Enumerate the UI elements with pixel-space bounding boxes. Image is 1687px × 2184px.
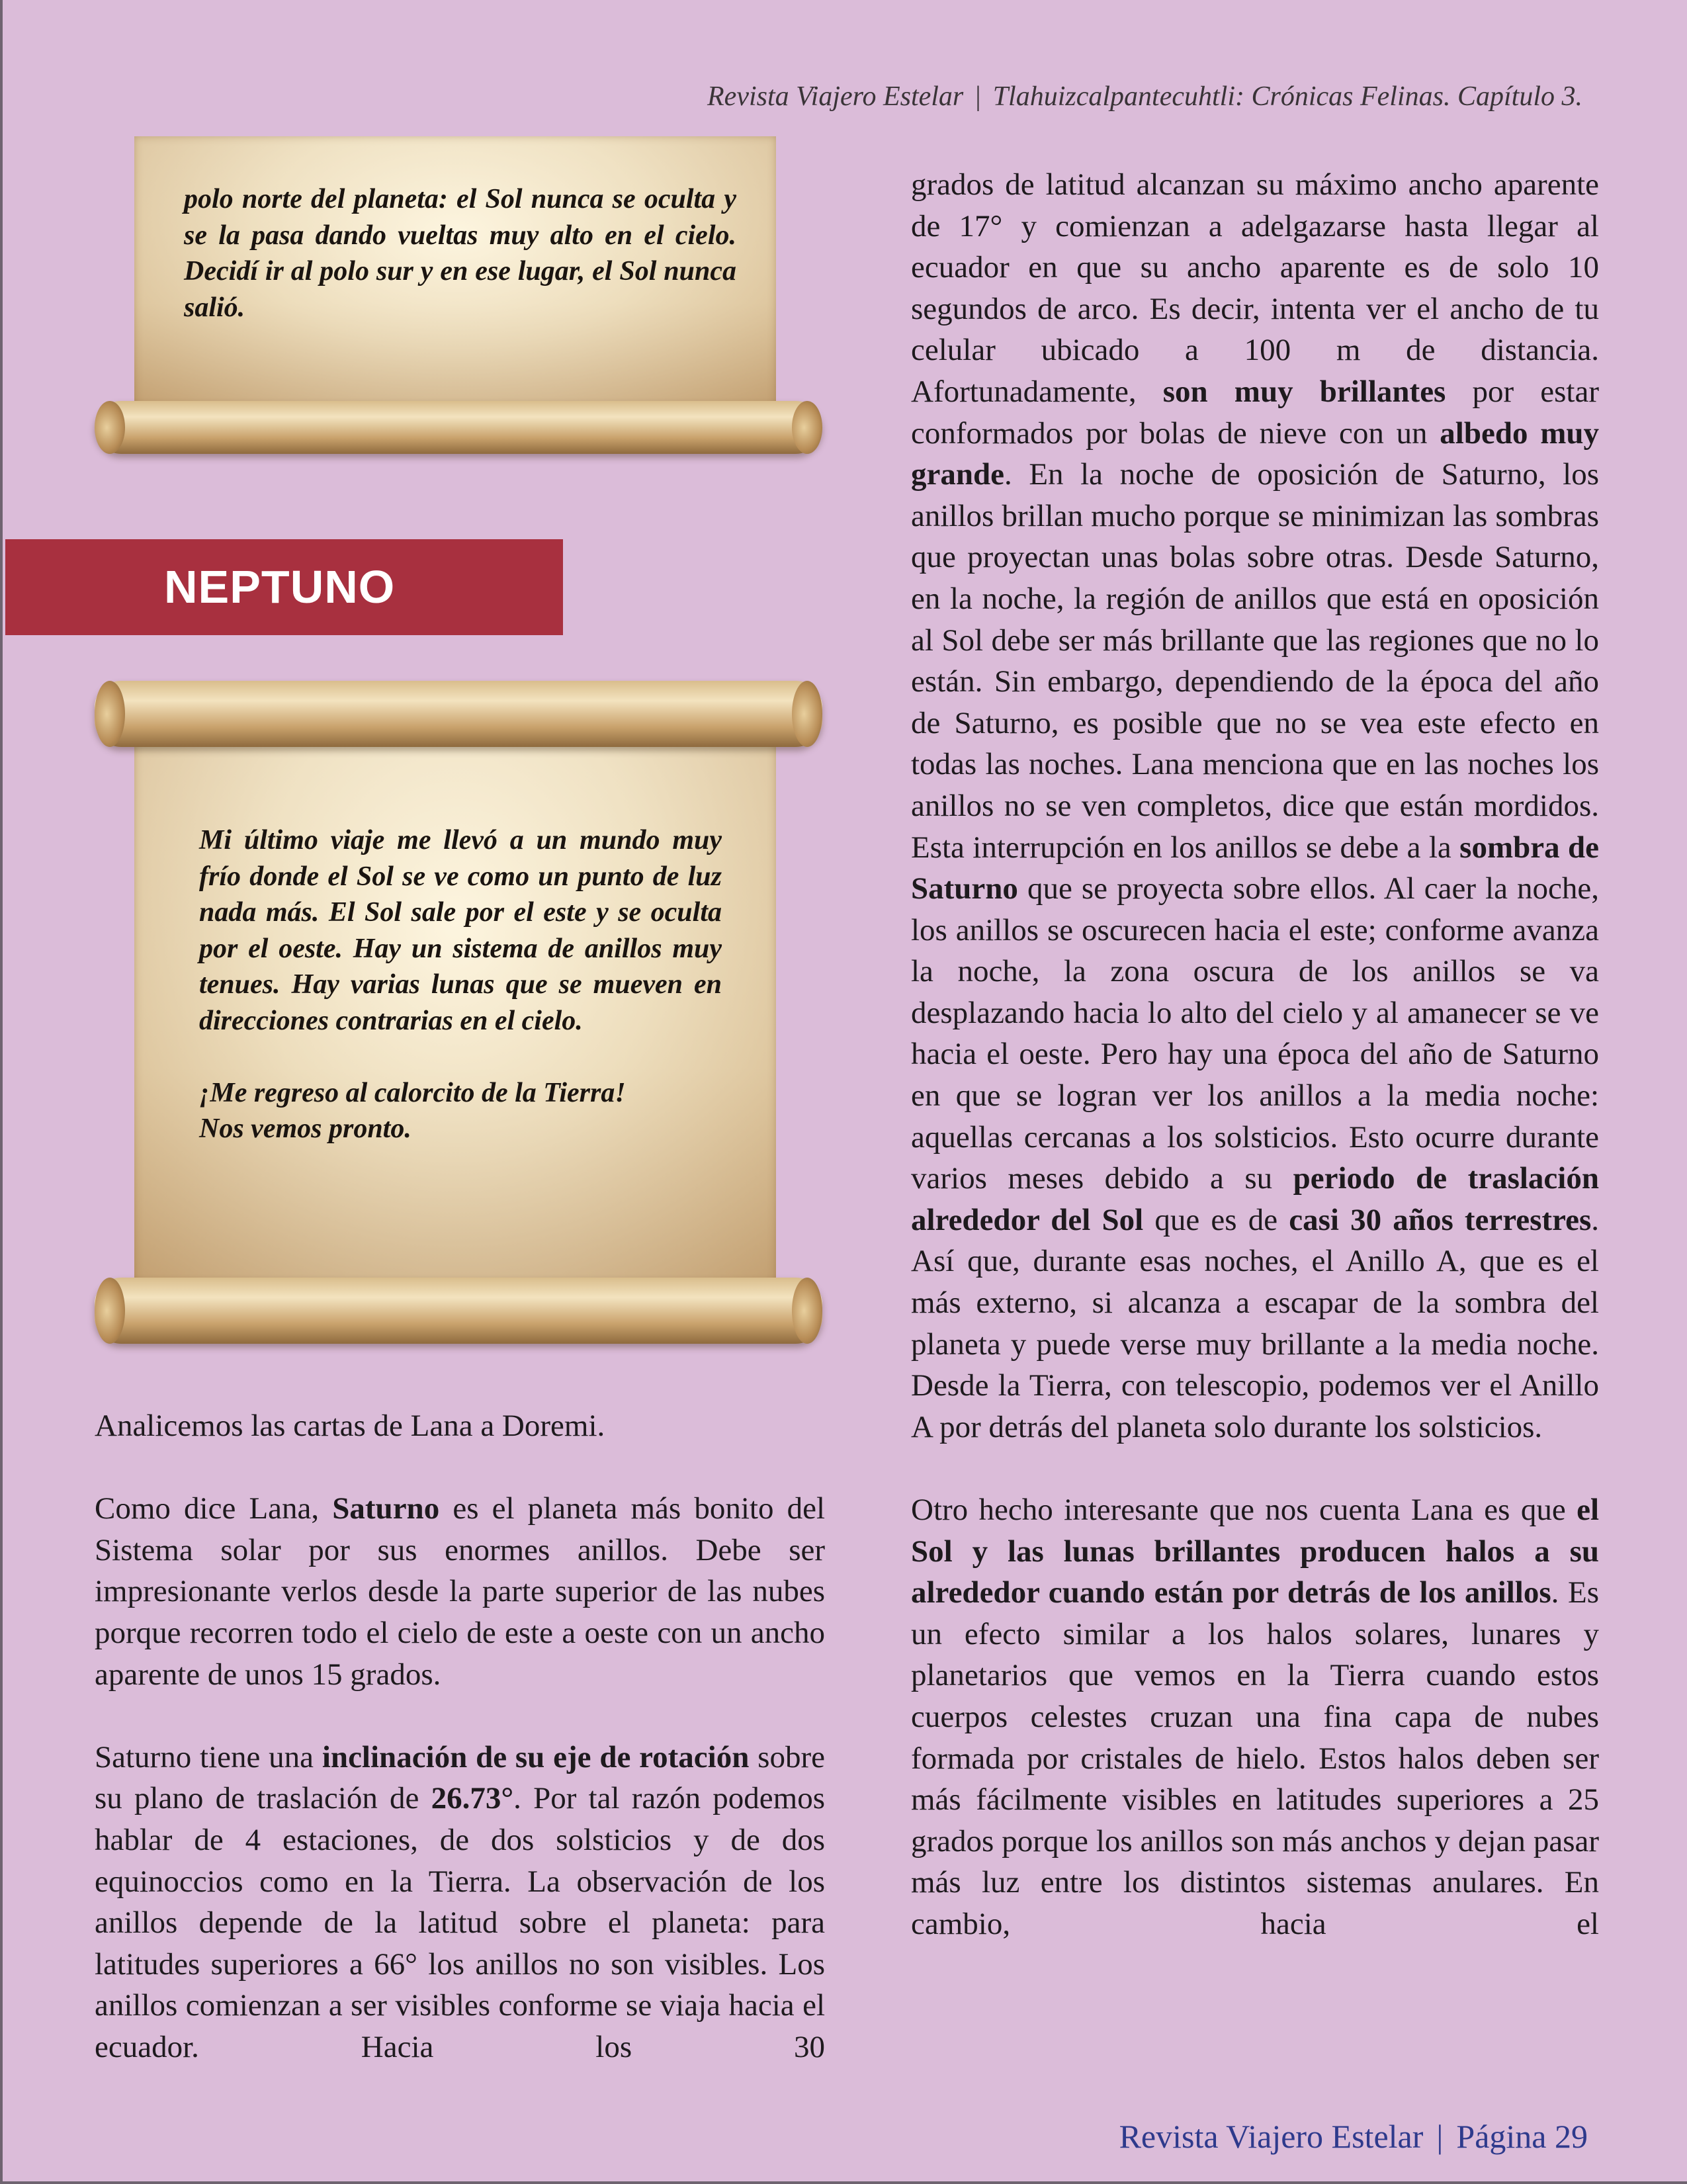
text-run: sobre su plano de traslación de bbox=[95, 1739, 825, 1816]
roll-end-right bbox=[792, 1278, 822, 1344]
bold-text: sombra de Saturno bbox=[911, 830, 1599, 906]
bold-text: albedo muy grande bbox=[911, 415, 1599, 492]
parchment-top-roll bbox=[95, 681, 822, 747]
text-run: Analicemos las cartas de Lana a Doremi. bbox=[95, 1409, 605, 1443]
text-run: Saturno tiene una bbox=[95, 1739, 322, 1774]
bold-text: inclinación de su eje de rotación bbox=[322, 1739, 750, 1774]
scroll-2-line-2: Nos vemos pronto. bbox=[199, 1114, 411, 1144]
bold-text: periodo de traslación alrededor del Sol bbox=[911, 1161, 1599, 1237]
text-run: . Por tal razón podemos hablar de 4 estaciones, de dos solsticios y de dos equinoccios como en la Tierra. La observación de los anillos depende de la latitud sobre el planeta: para latitudes superiores a 66° los anillos no son visibles. Los anillos comienzan a ser visibles conforme se viaja hacia el ecuador. Hacia los 30 bbox=[95, 1781, 825, 2064]
running-header bbox=[707, 81, 1582, 112]
parchment-bottom-roll bbox=[95, 1278, 822, 1344]
bold-text: son muy brillantes bbox=[1162, 374, 1446, 409]
scroll-1-paragraph: polo norte del planeta: el Sol nunca se oculta y se la pasa dando vueltas muy alto en el cielo. Decidí ir al polo sur y en ese lugar, el Sol nunca salió. bbox=[184, 184, 736, 323]
text-run: es el planeta más bonito del Sistema solar por sus enormes anillos. Debe ser impresionante verlos desde la parte superior de las nubes porque recorren todo el cielo de este a oeste con un ancho aparente de unos 15 grados. bbox=[95, 1491, 825, 1692]
scroll-1-text bbox=[184, 181, 736, 326]
right-column bbox=[911, 164, 1599, 1986]
bold-text: 26.73° bbox=[431, 1781, 514, 1816]
bold-text: el Sol y las lunas brillantes producen halos a su alrededor cuando están por detrás de los anillos bbox=[911, 1493, 1599, 1610]
parchment-bottom-roll bbox=[95, 401, 822, 454]
text-run: por estar conformados por bolas de nieve con un bbox=[911, 374, 1599, 451]
bold-text: casi 30 años terrestres bbox=[1289, 1202, 1592, 1237]
page-number: Página 29 bbox=[1456, 2118, 1588, 2155]
left-column bbox=[95, 1405, 825, 2109]
section-banner bbox=[5, 539, 563, 635]
body-paragraph bbox=[911, 1489, 1599, 1945]
text-run: Como dice Lana, bbox=[95, 1491, 333, 1526]
scroll-2-text bbox=[199, 822, 722, 1147]
roll-end-left bbox=[95, 401, 125, 454]
header-chapter: Tlahuizcalpantecuhtli: Crónicas Felinas. Capítulo 3. bbox=[992, 81, 1582, 112]
text-run: Otro hecho interesante que nos cuenta Lana es que bbox=[911, 1493, 1577, 1527]
text-run: que se proyecta sobre ellos. Al caer la noche, los anillos se oscurecen hacia el este; conforme avanza la noche, la zona oscura de los anillos se va desplazando hacia lo alto del cielo y al amanecer se ve hacia el oeste. Pero hay una época del año de Saturno en que se logran ver los anillos a la media noche: aquellas cercanas a los solsticios. Esto ocurre durante varios meses debido a su bbox=[911, 871, 1599, 1196]
footer-separator: | bbox=[1436, 2118, 1444, 2155]
page-footer bbox=[1119, 2117, 1588, 2156]
scroll-2-line-1: ¡Me regreso al calorcito de la Tierra! bbox=[199, 1077, 626, 1108]
text-run: que es de bbox=[1143, 1202, 1289, 1237]
body-paragraph bbox=[95, 1488, 825, 1695]
bold-text: Saturno bbox=[332, 1491, 440, 1526]
header-magazine: Revista Viajero Estelar bbox=[707, 81, 964, 112]
footer-magazine: Revista Viajero Estelar bbox=[1119, 2118, 1424, 2155]
roll-end-left bbox=[95, 681, 125, 747]
text-run: . Es un efecto similar a los halos solares, lunares y planetarios que vemos en la Tierra cuando estos cuerpos celestes cruzan una fina capa de nubes formada por cristales de hielo. Estos halos deben ser más fácilmente visibles en latitudes superiores a 25 grados porque los anillos son más anchos y dejan pasar más luz entre los distintos sistemas anulares. En cambio, hacia el bbox=[911, 1575, 1600, 1941]
header-separator: | bbox=[975, 81, 981, 112]
parchment-scroll-1 bbox=[95, 136, 822, 460]
body-paragraph bbox=[911, 164, 1599, 1448]
section-title: NEPTUNO bbox=[164, 561, 396, 613]
text-run: . Así que, durante esas noches, el Anillo A, que es el más externo, si alcanza a escapar de la sombra del planeta y puede verse muy brillante a la media noche. Desde la Tierra, con telescopio, podemos ver el Anillo A por detrás del planeta solo durante los solsticios. bbox=[911, 1202, 1600, 1444]
scroll-2-paragraph: Mi último viaje me llevó a un mundo muy frío donde el Sol se ve como un punto de luz nada más. El Sol sale por el este y se oculta por el oeste. Hay un sistema de anillos muy tenues. Hay varias lunas que se mueven en direcciones contrarias en el cielo. bbox=[199, 825, 722, 1036]
roll-end-right bbox=[792, 401, 822, 454]
roll-end-right bbox=[792, 681, 822, 747]
body-paragraph bbox=[95, 1405, 825, 1447]
body-paragraph bbox=[95, 1737, 825, 2068]
text-run: grados de latitud alcanzan su máximo ancho aparente de 17° y comienzan a adelgazarse hasta llegar al ecuador en que su ancho aparente es de solo 10 segundos de arco. Es decir, intenta ver el ancho de tu celular ubicado a 100 m de distancia. Afortunadamente, bbox=[911, 167, 1599, 409]
page-edge-left bbox=[0, 0, 3, 2184]
parchment-scroll-2 bbox=[95, 676, 822, 1352]
page-edge-bottom bbox=[0, 2181, 1687, 2184]
roll-end-left bbox=[95, 1278, 125, 1344]
text-run: . En la noche de oposición de Saturno, los anillos brillan mucho porque se minimizan las sombras que proyectan unas bolas sobre otras. Desde Saturno, en la noche, la región de anillos que está en oposición al Sol debe ser más brillante que las regiones que no lo están. Sin embargo, dependiendo de la época del año de Saturno, es posible que no se vea este efecto en todas las noches. Lana menciona que en las noches los anillos no se ven completos, dice que están mordidos. Esta interrupción en los anillos se debe a la bbox=[911, 457, 1599, 865]
